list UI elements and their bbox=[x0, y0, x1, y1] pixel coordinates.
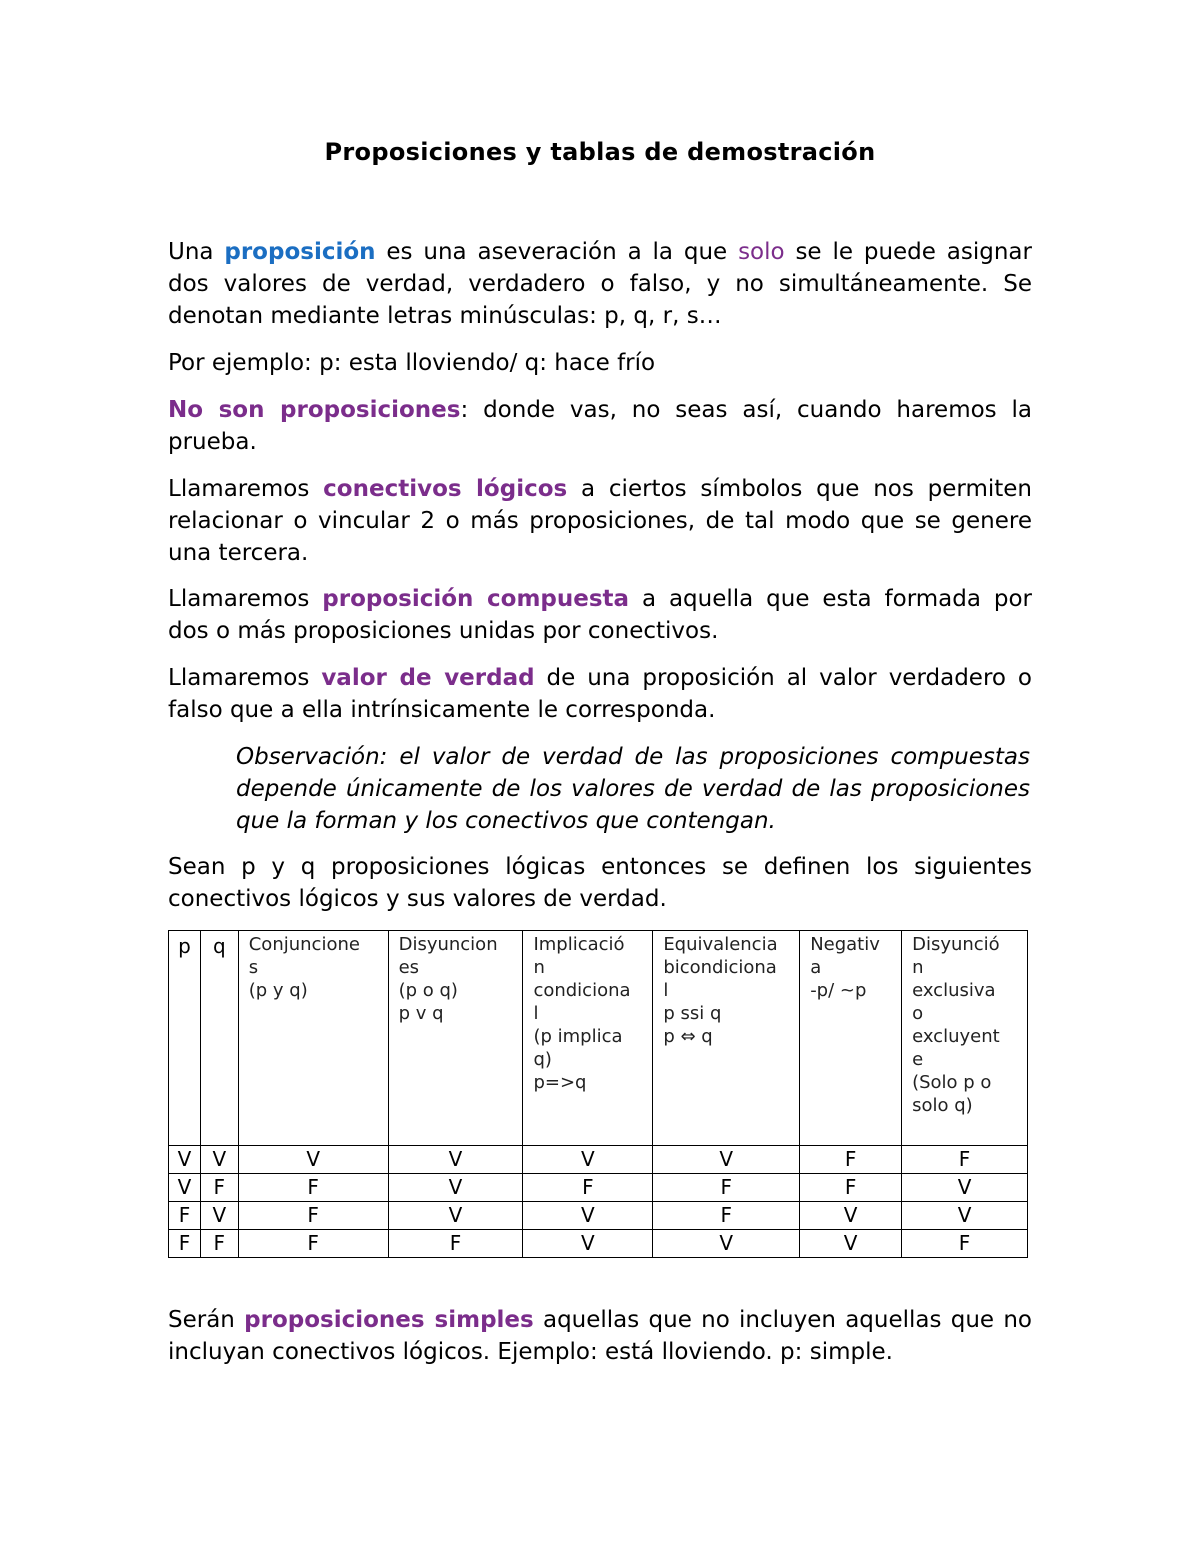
table-cell: V bbox=[388, 1202, 523, 1230]
table-cell: F bbox=[200, 1174, 238, 1202]
paragraph-non-propositions: No son proposiciones: donde vas, no seas así, cuando haremos la prueba. bbox=[168, 397, 1033, 455]
table-cell: V bbox=[388, 1146, 523, 1174]
table-cell: F bbox=[902, 1230, 1028, 1258]
table-cell: V bbox=[169, 1174, 201, 1202]
table-cell: F bbox=[523, 1174, 653, 1202]
table-cell: F bbox=[653, 1202, 800, 1230]
paragraph-definition: Una proposición es una aseveración a la que solo se le puede asignar dos valores de verdad, verdadero o falso, y no simultáneamente. Se denotan mediante letras minúsculas: p, q, r, s… bbox=[168, 239, 1032, 329]
table-cell: V bbox=[523, 1202, 653, 1230]
table-cell: V bbox=[902, 1202, 1028, 1230]
paragraph-compound: Llamaremos proposición compuesta a aquella que esta formada por dos o más proposiciones unidas por conectivos. bbox=[168, 586, 1032, 644]
page-title: Proposiciones y tablas de demostración bbox=[324, 138, 876, 166]
table-cell: F bbox=[238, 1202, 388, 1230]
paragraph-example: Por ejemplo: p: esta lloviendo/ q: hace frío bbox=[168, 350, 656, 376]
table-cell: V bbox=[653, 1146, 800, 1174]
table-header-cell: Conjuncione s (p y q) bbox=[238, 931, 388, 1146]
table-cell: F bbox=[169, 1230, 201, 1258]
term-proposicion: proposición bbox=[224, 239, 376, 265]
observation-note: Observación: el valor de verdad de las proposiciones compuestas depende únicamente de los valores de verdad de las proposiciones que la forman y los conectivos que contengan. bbox=[236, 744, 1030, 834]
table-cell: V bbox=[902, 1174, 1028, 1202]
term-no-son-proposiciones: No son proposiciones bbox=[168, 397, 461, 423]
table-cell: V bbox=[523, 1230, 653, 1258]
paragraph-truth-value: Llamaremos valor de verdad de una proposición al valor verdadero o falso que a ella intrínsicamente le corresponda. bbox=[168, 665, 1032, 723]
table-cell: V bbox=[200, 1146, 238, 1174]
table-cell: F bbox=[902, 1146, 1028, 1174]
table-cell: F bbox=[238, 1230, 388, 1258]
paragraph-simple-propositions: Serán proposiciones simples aquellas que no incluyen aquellas que no incluyan conectivos lógicos. Ejemplo: está lloviendo. p: simple. bbox=[168, 1307, 1032, 1365]
table-cell: V bbox=[238, 1146, 388, 1174]
table-header-cell: Negativ a -p/ ~p bbox=[800, 931, 902, 1146]
table-cell: F bbox=[800, 1146, 902, 1174]
table-cell: V bbox=[800, 1202, 902, 1230]
table-cell: F bbox=[169, 1202, 201, 1230]
table-cell: V bbox=[653, 1230, 800, 1258]
table-header-cell: Disyuncion es (p o q) p v q bbox=[388, 931, 523, 1146]
table-header-cell: p bbox=[169, 931, 201, 1146]
table-cell: F bbox=[388, 1230, 523, 1258]
table-cell: V bbox=[800, 1230, 902, 1258]
table-cell: F bbox=[200, 1230, 238, 1258]
table-cell: F bbox=[653, 1174, 800, 1202]
truth-table bbox=[168, 930, 1028, 1258]
paragraph-table-intro: Sean p y q proposiciones lógicas entonces se definen los siguientes conectivos lógicos y sus valores de verdad. bbox=[168, 854, 1032, 912]
table-cell: V bbox=[169, 1146, 201, 1174]
table-header-cell: q bbox=[200, 931, 238, 1146]
paragraph-connectives: Llamaremos conectivos lógicos a ciertos símbolos que nos permiten relacionar o vincular 2 o más proposiciones, de tal modo que se genere una tercera. bbox=[168, 476, 1032, 566]
table-row bbox=[169, 1202, 1028, 1230]
term-proposicion-compuesta: proposición compuesta bbox=[322, 586, 630, 612]
term-conectivos-logicos: conectivos lógicos bbox=[323, 476, 568, 502]
term-proposiciones-simples: proposiciones simples bbox=[244, 1307, 534, 1333]
table-header-cell: Implicació n condiciona l (p implica q) p=>q bbox=[523, 931, 653, 1146]
truth-table-header bbox=[169, 931, 1028, 1146]
table-row bbox=[169, 1146, 1028, 1174]
table-row bbox=[169, 1174, 1028, 1202]
table-cell: F bbox=[800, 1174, 902, 1202]
table-cell: F bbox=[238, 1174, 388, 1202]
table-header-cell: Disyunció n exclusiva o excluyent e (Solo p o solo q) bbox=[902, 931, 1028, 1146]
table-cell: V bbox=[200, 1202, 238, 1230]
truth-table-body bbox=[169, 1146, 1028, 1258]
table-header-cell: Equivalencia bicondiciona l p ssi q p ⇔ q bbox=[653, 931, 800, 1146]
table-row bbox=[169, 1230, 1028, 1258]
term-solo: solo bbox=[738, 239, 785, 265]
table-cell: V bbox=[523, 1146, 653, 1174]
term-valor-de-verdad: valor de verdad bbox=[321, 665, 535, 691]
table-cell: V bbox=[388, 1174, 523, 1202]
